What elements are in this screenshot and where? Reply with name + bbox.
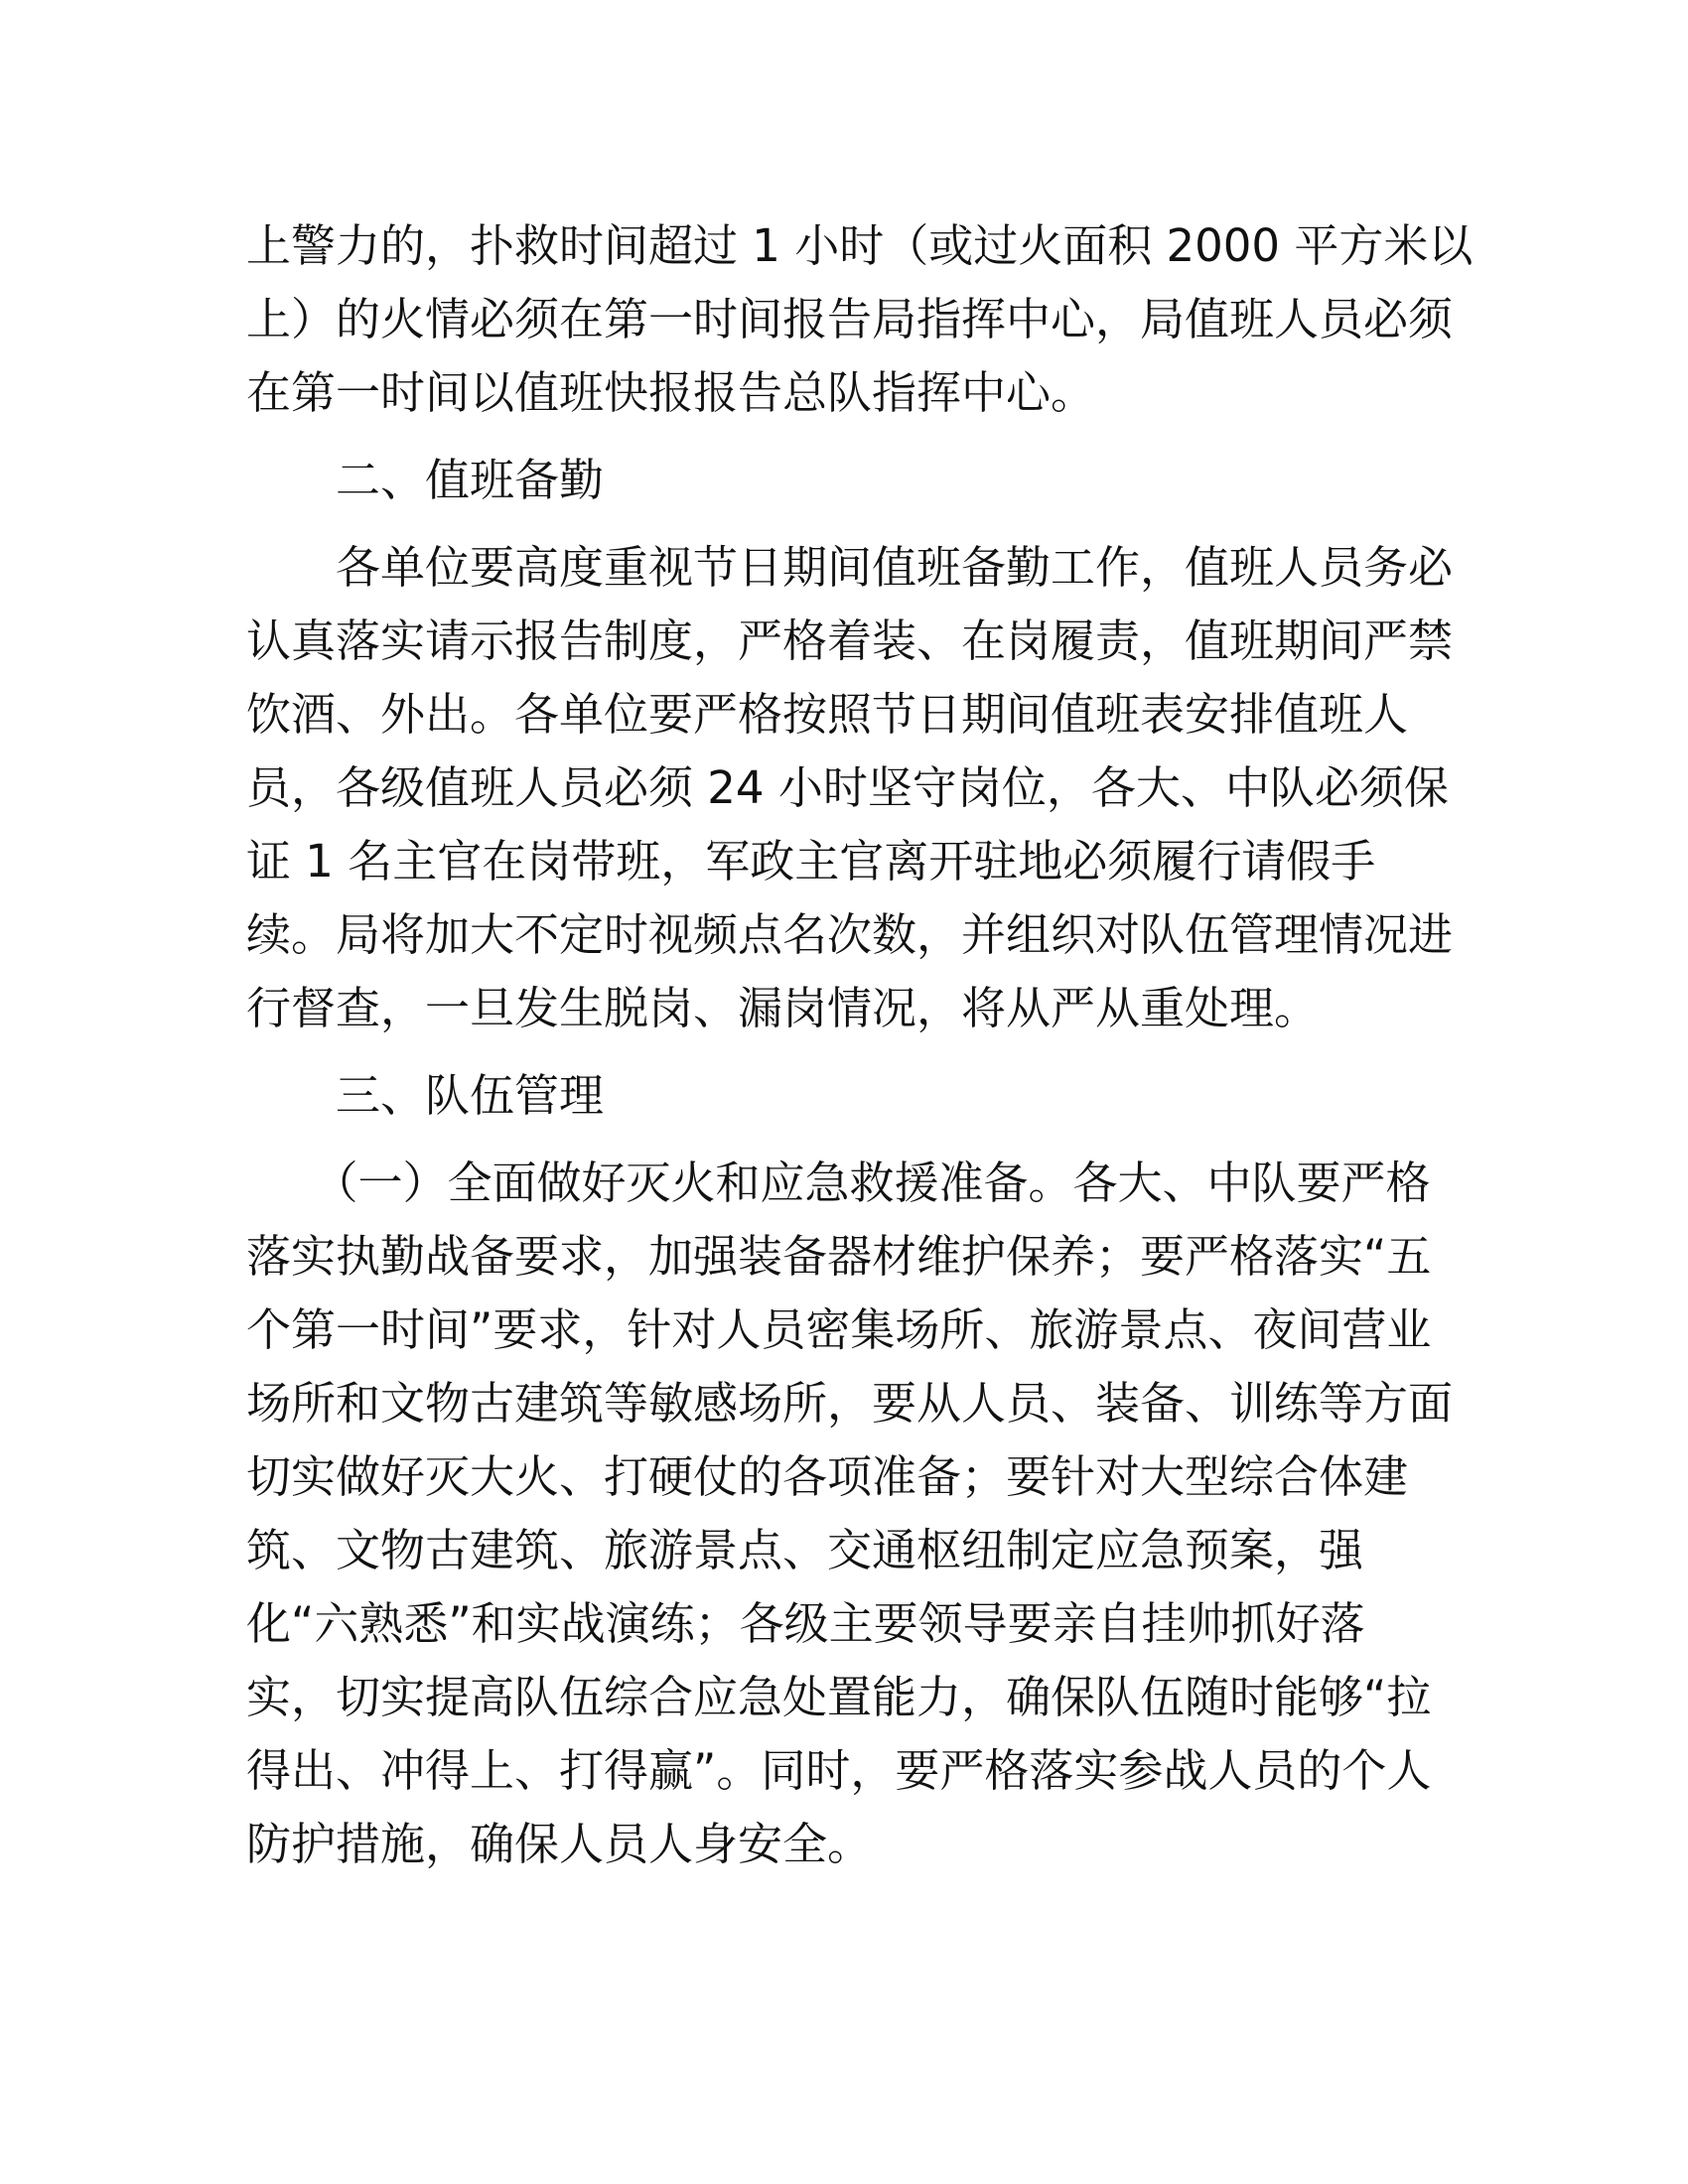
body-line: 证 1 名主官在岗带班，军政主官离开驻地必须履行请假手 <box>246 835 1376 887</box>
body-line: 上）的火情必须在第一时间报告局指挥中心，局值班人员必须 <box>246 293 1454 345</box>
body-line: 续。局将加大不定时视频点名次数，并组织对队伍管理情况进 <box>246 908 1454 961</box>
body-line: 场所和文物古建筑等敏感场所，要从人员、装备、训练等方面 <box>246 1377 1454 1430</box>
body-line: 筑、文物古建筑、旅游景点、交通枢纽制定应急预案，强 <box>246 1524 1364 1576</box>
body-line: 实，切实提高队伍综合应急处置能力，确保队伍随时能够“拉 <box>246 1671 1432 1723</box>
document-body <box>246 209 1474 1881</box>
section-heading-team: 三、队伍管理 <box>246 1069 605 1122</box>
body-line: 饮酒、外出。各单位要严格按照节日期间值班表安排值班人 <box>246 688 1409 741</box>
body-line: 落实执勤战备要求，加强装备器材维护保养；要严格落实“五 <box>246 1230 1432 1283</box>
body-line: 上警力的，扑救时间超过 1 小时（或过火面积 2000 平方米以 <box>246 219 1474 272</box>
body-line: 各单位要高度重视节日期间值班备勤工作，值班人员务必 <box>246 541 1454 594</box>
body-line: 化“六熟悉”和实战演练；各级主要领导要亲自挂帅抓好落 <box>246 1597 1365 1650</box>
section-heading-duty: 二、值班备勤 <box>246 454 605 506</box>
body-line: 个第一时间”要求，针对人员密集场所、旅游景点、夜间营业 <box>246 1303 1432 1356</box>
body-line: 认真落实请示报告制度，严格着装、在岗履责，值班期间严禁 <box>246 614 1454 667</box>
body-line: （一）全面做好灭火和应急救援准备。各大、中队要严格 <box>246 1157 1431 1209</box>
body-line: 防护措施，确保人员人身安全。 <box>246 1818 873 1870</box>
body-line: 切实做好灭大火、打硬仗的各项准备；要针对大型综合体建 <box>246 1450 1409 1503</box>
body-line: 在第一时间以值班快报报告总队指挥中心。 <box>246 366 1096 419</box>
body-line: 得出、冲得上、打得赢”。同时，要严格落实参战人员的个人 <box>246 1744 1432 1797</box>
body-line: 员，各级值班人员必须 24 小时坚守岗位，各大、中队必须保 <box>246 761 1449 814</box>
body-line: 行督查，一旦发生脱岗、漏岗情况，将从严从重处理。 <box>246 982 1320 1034</box>
